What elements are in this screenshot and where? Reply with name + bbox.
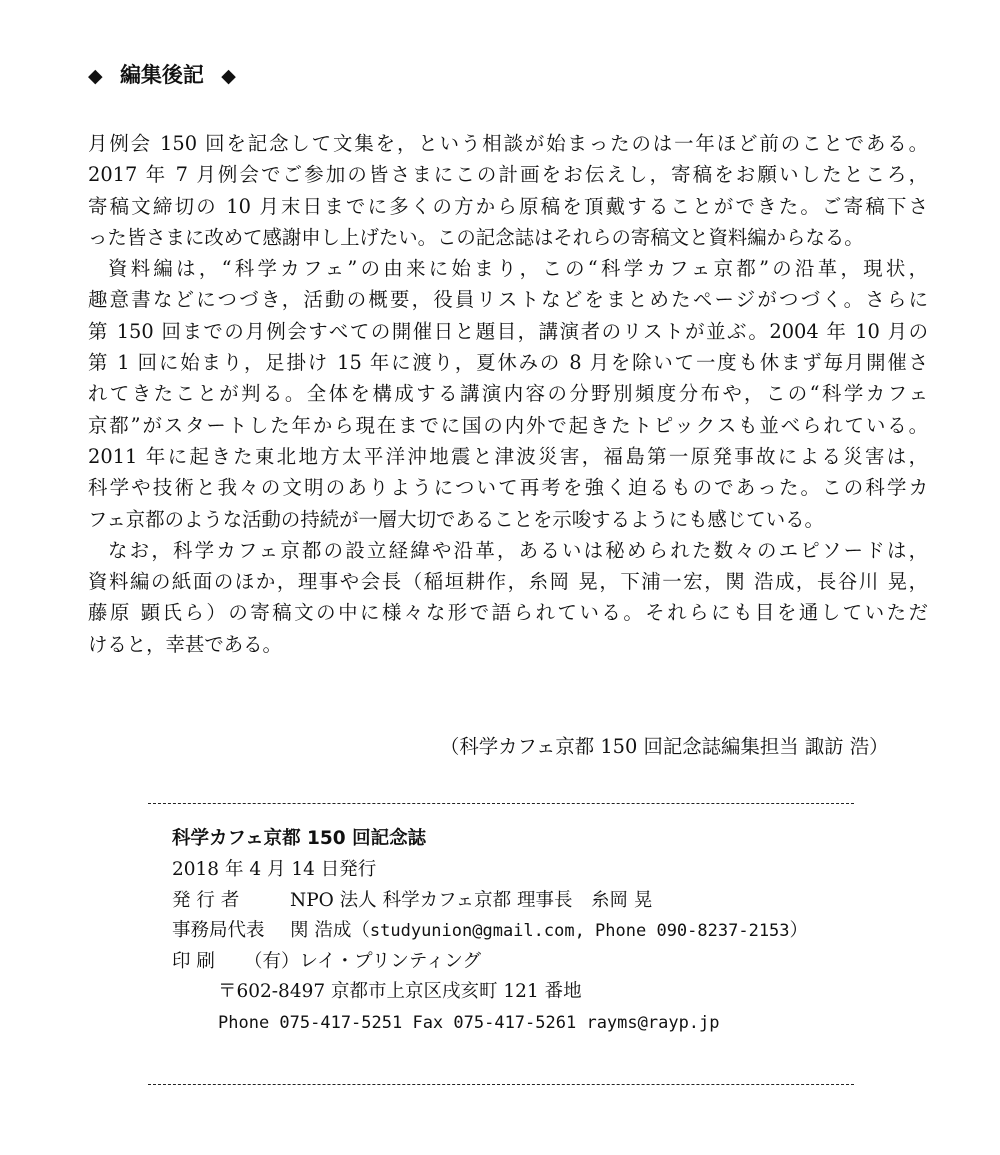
- body-line: 藤原 顕氏ら）の寄稿文の中に様々な形で語られている。それらにも目を通していただ: [88, 601, 928, 625]
- body-line: フェ京都のような活動の持続が一層大切であることを示唆するようにも感じている。: [88, 507, 824, 531]
- diamond-left-icon: ◆: [88, 65, 103, 87]
- body-line: 趣意書などにつづき，活動の概要，役員リストなどをまとめたページがつづく。さらに: [88, 288, 928, 312]
- colophon: [172, 823, 808, 1038]
- body-line: 科学や技術と我々の文明のありようについて再考を強く迫るものであった。この科学カ: [88, 476, 928, 500]
- office-name: 関 浩成（: [290, 920, 370, 941]
- body-line: 寄稿文締切の 10 月末日までに多くの方から原稿を頂戴することができた。ご寄稿下さ: [88, 194, 928, 218]
- office-close: ）: [789, 920, 809, 941]
- printer-contact: [172, 1008, 808, 1039]
- afterword-heading: [88, 60, 236, 91]
- editor-signature: （科学カフェ京都 150 回記念誌編集担当 諏訪 浩）: [440, 735, 889, 758]
- publisher-value: NPO 法人 科学カフェ京都 理事長 糸岡 晃: [290, 889, 653, 911]
- body-line: 京都”がスタートした年から現在までに国の内外で起きたトピックスも並べられている。: [88, 413, 928, 437]
- body-line: 第 150 回までの月例会すべての開催日と題目，講演者のリストが並ぶ。2004 年 10 月の: [88, 319, 928, 343]
- printer-row: [172, 947, 808, 978]
- colophon-title: 科学カフェ京都 150 回記念誌: [172, 828, 427, 849]
- body-line: 月例会 150 回を記念して文集を，という相談が始まったのは一年ほど前のことである。: [88, 132, 928, 155]
- afterword-title: 編集後記: [119, 63, 204, 87]
- printer-phone-fax: Phone 075-417-5251 Fax 075-417-5261 rayms@rayp.jp: [218, 1012, 720, 1033]
- dashed-divider-top: [148, 803, 854, 804]
- body-line: 資料編は，“科学カフェ”の由来に始まり，この“科学カフェ京都”の沿革，現状，: [108, 257, 928, 281]
- dashed-divider-bottom: [148, 1084, 854, 1085]
- printer-label: 印 刷: [172, 950, 215, 972]
- body-line: 第 1 回に始まり，足掛け 15 年に渡り，夏休みの 8 月を除いて一度も休まず毎月開催さ: [88, 351, 928, 375]
- body-line: った皆さまに改めて感謝申し上げたい。この記念誌はそれらの寄稿文と資料編からなる。: [88, 225, 864, 249]
- printer-address: 〒602-8497 京都市上京区戌亥町 121 番地: [218, 981, 582, 1002]
- body-line: れてきたことが判る。全体を構成する講演内容の分野別頻度分布や，この“科学カフェ: [88, 382, 928, 406]
- afterword-body: [88, 128, 928, 660]
- publisher-row: [172, 886, 808, 917]
- office-row: [172, 916, 808, 947]
- office-contact: studyunion@gmail.com, Phone 090-8237-2153: [369, 921, 790, 941]
- body-line: 資料編の紙面のほか，理事や会長（稲垣耕作，糸岡 晃，下浦一宏，関 浩成，長谷川 晃，: [88, 570, 928, 594]
- body-line: 2011 年に起きた東北地方太平洋沖地震と津波災害，福島第一原発事故による災害は，: [88, 444, 928, 468]
- publisher-label: 発 行 者: [172, 889, 240, 911]
- body-line: なお，科学カフェ京都の設立経緯や沿革，あるいは秘められた数々のエピソードは，: [108, 538, 928, 562]
- body-line: けると，幸甚である。: [88, 632, 282, 656]
- diamond-right-icon: ◆: [221, 65, 236, 87]
- printer-value: （有）レイ・プリンティング: [244, 950, 481, 972]
- body-line: 2017 年 7 月例会でご参加の皆さまにこの計画をお伝えし，寄稿をお願いしたところ，: [88, 163, 928, 187]
- office-label: 事務局代表: [172, 920, 265, 941]
- publication-date: 2018 年 4 月 14 日発行: [172, 859, 377, 880]
